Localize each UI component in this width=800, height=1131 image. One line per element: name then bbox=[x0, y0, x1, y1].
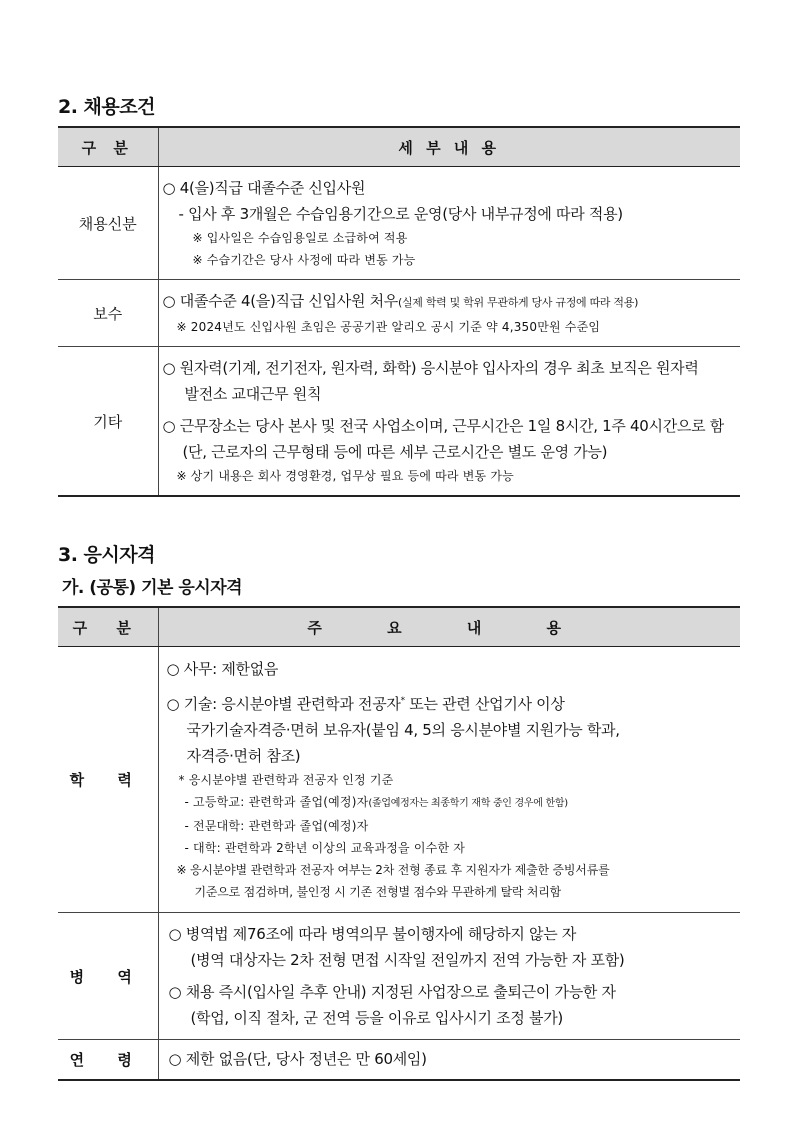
table-row bbox=[58, 913, 740, 1040]
text-line: ○ 제한 없음(단, 당사 정년은 만 60세임) bbox=[168, 1050, 427, 1069]
row-label bbox=[58, 1040, 158, 1080]
text-line: ○ 4(을)직급 대졸수준 신입사원 bbox=[162, 179, 366, 197]
note-line: ※ 응시분야별 관련학과 전공자 여부는 2차 전형 종료 후 지원자가 제출한 증빙서류를 bbox=[176, 863, 610, 877]
note-line: ※ 상기 내용은 회사 경영환경, 업무상 필요 등에 따라 변동 가능 bbox=[176, 469, 514, 483]
header-category: 구 분 bbox=[58, 607, 158, 647]
table-row bbox=[58, 647, 740, 913]
text-line: ○ 원자력(기계, 전기전자, 원자력, 화학) 응시분야 입사자의 경우 최초 보직은 원자력 bbox=[162, 359, 699, 377]
row-content bbox=[158, 167, 740, 280]
header-details: 세 부 내 용 bbox=[158, 127, 740, 167]
text-line bbox=[163, 288, 735, 316]
row-label: 채용신분 bbox=[58, 167, 158, 280]
text-main: - 고등학교: 관련학과 졸업(예정)자 bbox=[184, 795, 369, 809]
row-content bbox=[158, 647, 740, 913]
header-main-content: 주 요 내 용 bbox=[158, 607, 740, 647]
text-line: ○ 근무장소는 당사 본사 및 전국 사업소이며, 근무시간은 1일 8시간, 1주 40시간으로 함 bbox=[162, 417, 724, 435]
footnote-mark: * bbox=[400, 696, 405, 706]
row-content bbox=[158, 913, 740, 1040]
text-tail: 또는 관련 산업기사 이상 bbox=[404, 695, 565, 713]
section-3-subtitle: 가. (공통) 기본 응시자격 bbox=[62, 578, 243, 598]
text-main: ○ 기술: 응시분야별 관련학과 전공자 bbox=[166, 695, 401, 713]
text-line: 자격증·면허 참조) bbox=[186, 747, 301, 765]
text-line: - 입사 후 3개월은 수습임용기간으로 운영(당사 내부규정에 따라 적용) bbox=[178, 205, 623, 223]
table-header-row bbox=[58, 127, 740, 167]
label-age: 연 령 bbox=[69, 1050, 146, 1069]
note-line: ※ 입사일은 수습임용일로 소급하여 적용 bbox=[192, 231, 408, 245]
row-label bbox=[58, 647, 158, 913]
table-row bbox=[58, 347, 740, 497]
text-main: ○ 대졸수준 4(을)직급 신입사원 처우 bbox=[162, 292, 398, 310]
table-row bbox=[58, 280, 740, 347]
text-line: ○ 병역법 제76조에 따라 병역의무 불이행자에 해당하지 않는 자 bbox=[168, 925, 577, 943]
note-line bbox=[167, 791, 735, 815]
table-row bbox=[58, 1040, 740, 1080]
text-small: (졸업예정자는 최종학기 재학 중인 경우에 한함) bbox=[368, 798, 568, 809]
row-label: 보수 bbox=[58, 280, 158, 347]
note-line: * 응시분야별 관련학과 전공자 인정 기준 bbox=[178, 773, 394, 787]
note-line: - 전문대학: 관련학과 졸업(예정)자 bbox=[184, 819, 369, 833]
header-category: 구 분 bbox=[58, 127, 158, 167]
row-label: 기타 bbox=[58, 347, 158, 497]
row-content bbox=[158, 1040, 740, 1080]
text-line: 국가기술자격증·면허 보유자(붙임 4, 5의 응시분야별 지원가능 학과, bbox=[186, 721, 620, 739]
note-line: ※ 2024년도 신입사원 초임은 공공기관 알리오 공시 기준 약 4,350만원 수준임 bbox=[176, 320, 601, 334]
section-3-title: 3. 응시자격 bbox=[58, 544, 155, 566]
label-military: 병 역 bbox=[69, 967, 146, 986]
note-line: ※ 수습기간은 당사 사정에 따라 변동 가능 bbox=[192, 253, 416, 267]
employment-conditions-table bbox=[58, 126, 740, 497]
section-2-title: 2. 채용조건 bbox=[58, 96, 155, 118]
table-row bbox=[58, 167, 740, 280]
qualification-table bbox=[58, 606, 740, 1081]
text-line: (단, 근로자의 근무형태 등에 따른 세부 근로시간은 별도 운영 가능) bbox=[182, 443, 608, 461]
text-line bbox=[167, 688, 735, 717]
text-line: ○ 사무: 제한없음 bbox=[166, 660, 279, 678]
text-line: ○ 채용 즉시(입사일 추후 안내) 지정된 사업장으로 출퇴근이 가능한 자 bbox=[168, 983, 616, 1001]
label-education: 학 력 bbox=[69, 771, 146, 789]
row-content bbox=[158, 347, 740, 497]
table-header-row bbox=[58, 607, 740, 647]
row-content bbox=[158, 280, 740, 347]
note-line: - 대학: 관련학과 2학년 이상의 교육과정을 이수한 자 bbox=[184, 841, 466, 855]
text-line: 발전소 교대근무 원칙 bbox=[184, 385, 322, 403]
row-label bbox=[58, 913, 158, 1040]
text-line: (병역 대상자는 2차 전형 면접 시작일 전일까지 전역 가능한 자 포함) bbox=[190, 951, 625, 969]
text-line: (학업, 이직 절차, 군 전역 등을 이유로 입사시기 조정 불가) bbox=[190, 1009, 563, 1027]
text-small: (실제 학력 및 학위 무관하게 당사 규정에 따라 적용) bbox=[397, 296, 639, 309]
note-line: 기준으로 점검하며, 불인정 시 기존 전형별 점수와 무관하게 탈락 처리함 bbox=[194, 885, 562, 899]
